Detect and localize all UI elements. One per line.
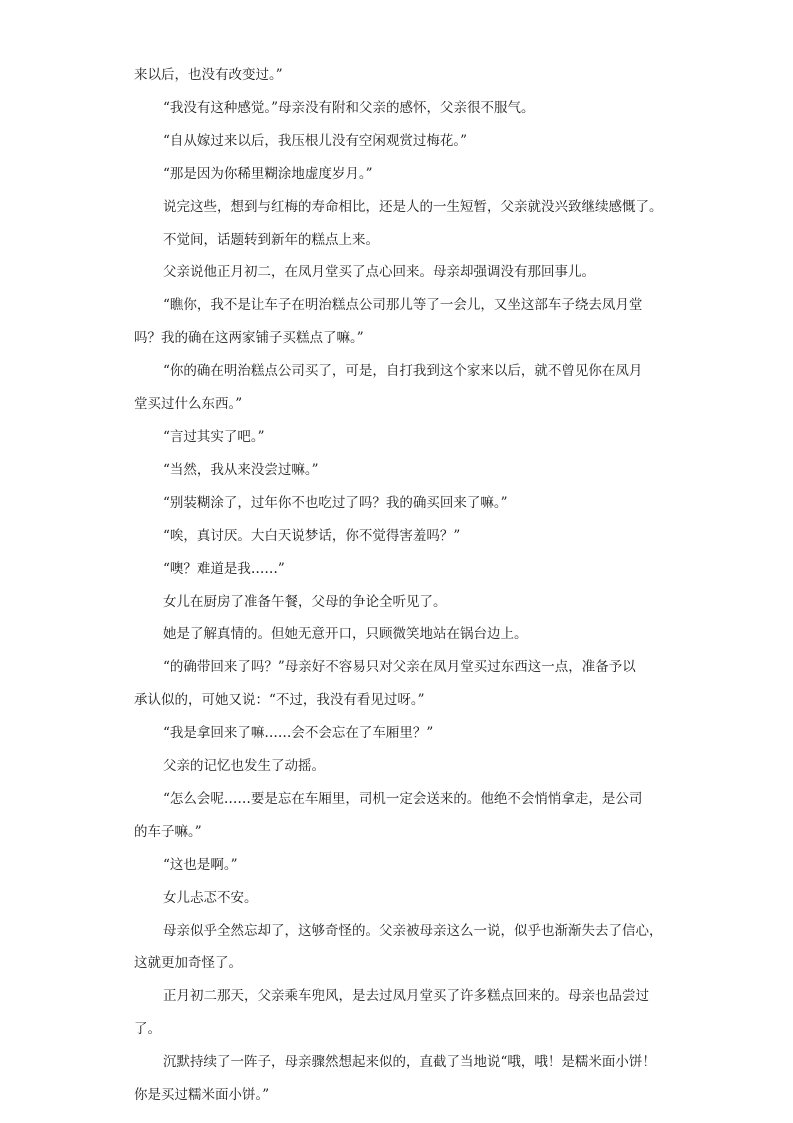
text-line: “那是因为你稀里糊涂地虚度岁月。”	[163, 165, 373, 182]
text-line: 不觉间，话题转到新年的糕点上来。	[163, 231, 379, 248]
text-line: 这就更加奇怪了。	[134, 955, 242, 972]
text-line: “言过其实了吧。”	[163, 428, 265, 445]
text-line: 沉默持续了一阵子，母亲骤然想起来似的，直截了当地说“哦，哦！是糯米面小饼！	[163, 1054, 656, 1071]
text-line: 女儿在厨房了准备午餐，父母的争论全听见了。	[163, 593, 447, 610]
text-line: “你的确在明治糕点公司买了，可是，自打我到这个家来以后，就不曾见你在凤月	[163, 363, 643, 380]
text-line: 母亲似乎全然忘却了，这够奇怪的。父亲被母亲这么一说，似乎也渐渐失去了信心，	[163, 922, 663, 939]
text-line: “怎么会呢……要是忘在车厢里，司机一定会送来的。他绝不会悄悄拿走，是公司	[163, 790, 643, 807]
text-line: 父亲的记忆也发生了动摇。	[163, 758, 325, 774]
text-line: 承认似的，可她又说：“不过，我没有看见过呀。”	[134, 692, 425, 709]
text-line: “这也是啊。”	[163, 856, 238, 873]
text-line: “我没有这种感觉。”母亲没有附和父亲的感怀，父亲很不服气。	[163, 99, 535, 116]
text-line: 女儿忐忑不安。	[163, 889, 258, 906]
text-line: “自从嫁过来以后，我压根儿没有空闲观赏过梅花。”	[163, 132, 468, 149]
text-line: “的确带回来了吗？”母亲好不容易只对父亲在凤月堂买过东西这一点，准备予以	[163, 659, 636, 676]
text-line: 正月初二那天，父亲乘车兜风，是去过凤月堂买了许多糕点回来的。母亲也品尝过	[163, 988, 649, 1005]
text-line: “我是拿回来了嘛……会不会忘在了车厢里？”	[163, 725, 434, 742]
text-line: 你是买过糯米面小饼。”	[134, 1087, 270, 1103]
text-line: “瞧你，我不是让车子在明治糕点公司那儿等了一会儿，又坐这部车子绕去凤月堂	[163, 297, 643, 314]
text-line: 父亲说他正月初二，在凤月堂买了点心回来。母亲却强调没有那回事儿。	[163, 264, 595, 281]
text-line: 堂买过什么东西。”	[134, 396, 243, 412]
text-line: 吗？我的确在这两家铺子买糕点了嘛。”	[134, 330, 364, 347]
text-line: 的车子嘛。”	[134, 823, 202, 840]
text-line: 她是了解真情的。但她无意开口，只顾微笑地站在锅台边上。	[163, 626, 528, 643]
text-line: “别装糊涂了，过年你不也吃过了吗？我的确买回来了嘛。”	[163, 494, 508, 511]
text-line: “噢？难道是我……”	[163, 560, 285, 577]
text-line: “当然，我从来没尝过嘛。”	[163, 461, 319, 478]
text-line: 说完这些，想到与红梅的寿命相比，还是人的一生短暂，父亲就没兴致继续感慨了。	[163, 198, 663, 215]
text-line: 了。	[134, 1021, 161, 1038]
text-line: 来以后，也没有改变过。”	[134, 67, 283, 83]
text-line: “唉，真讨厌。大白天说梦话，你不觉得害羞吗？”	[163, 527, 461, 544]
